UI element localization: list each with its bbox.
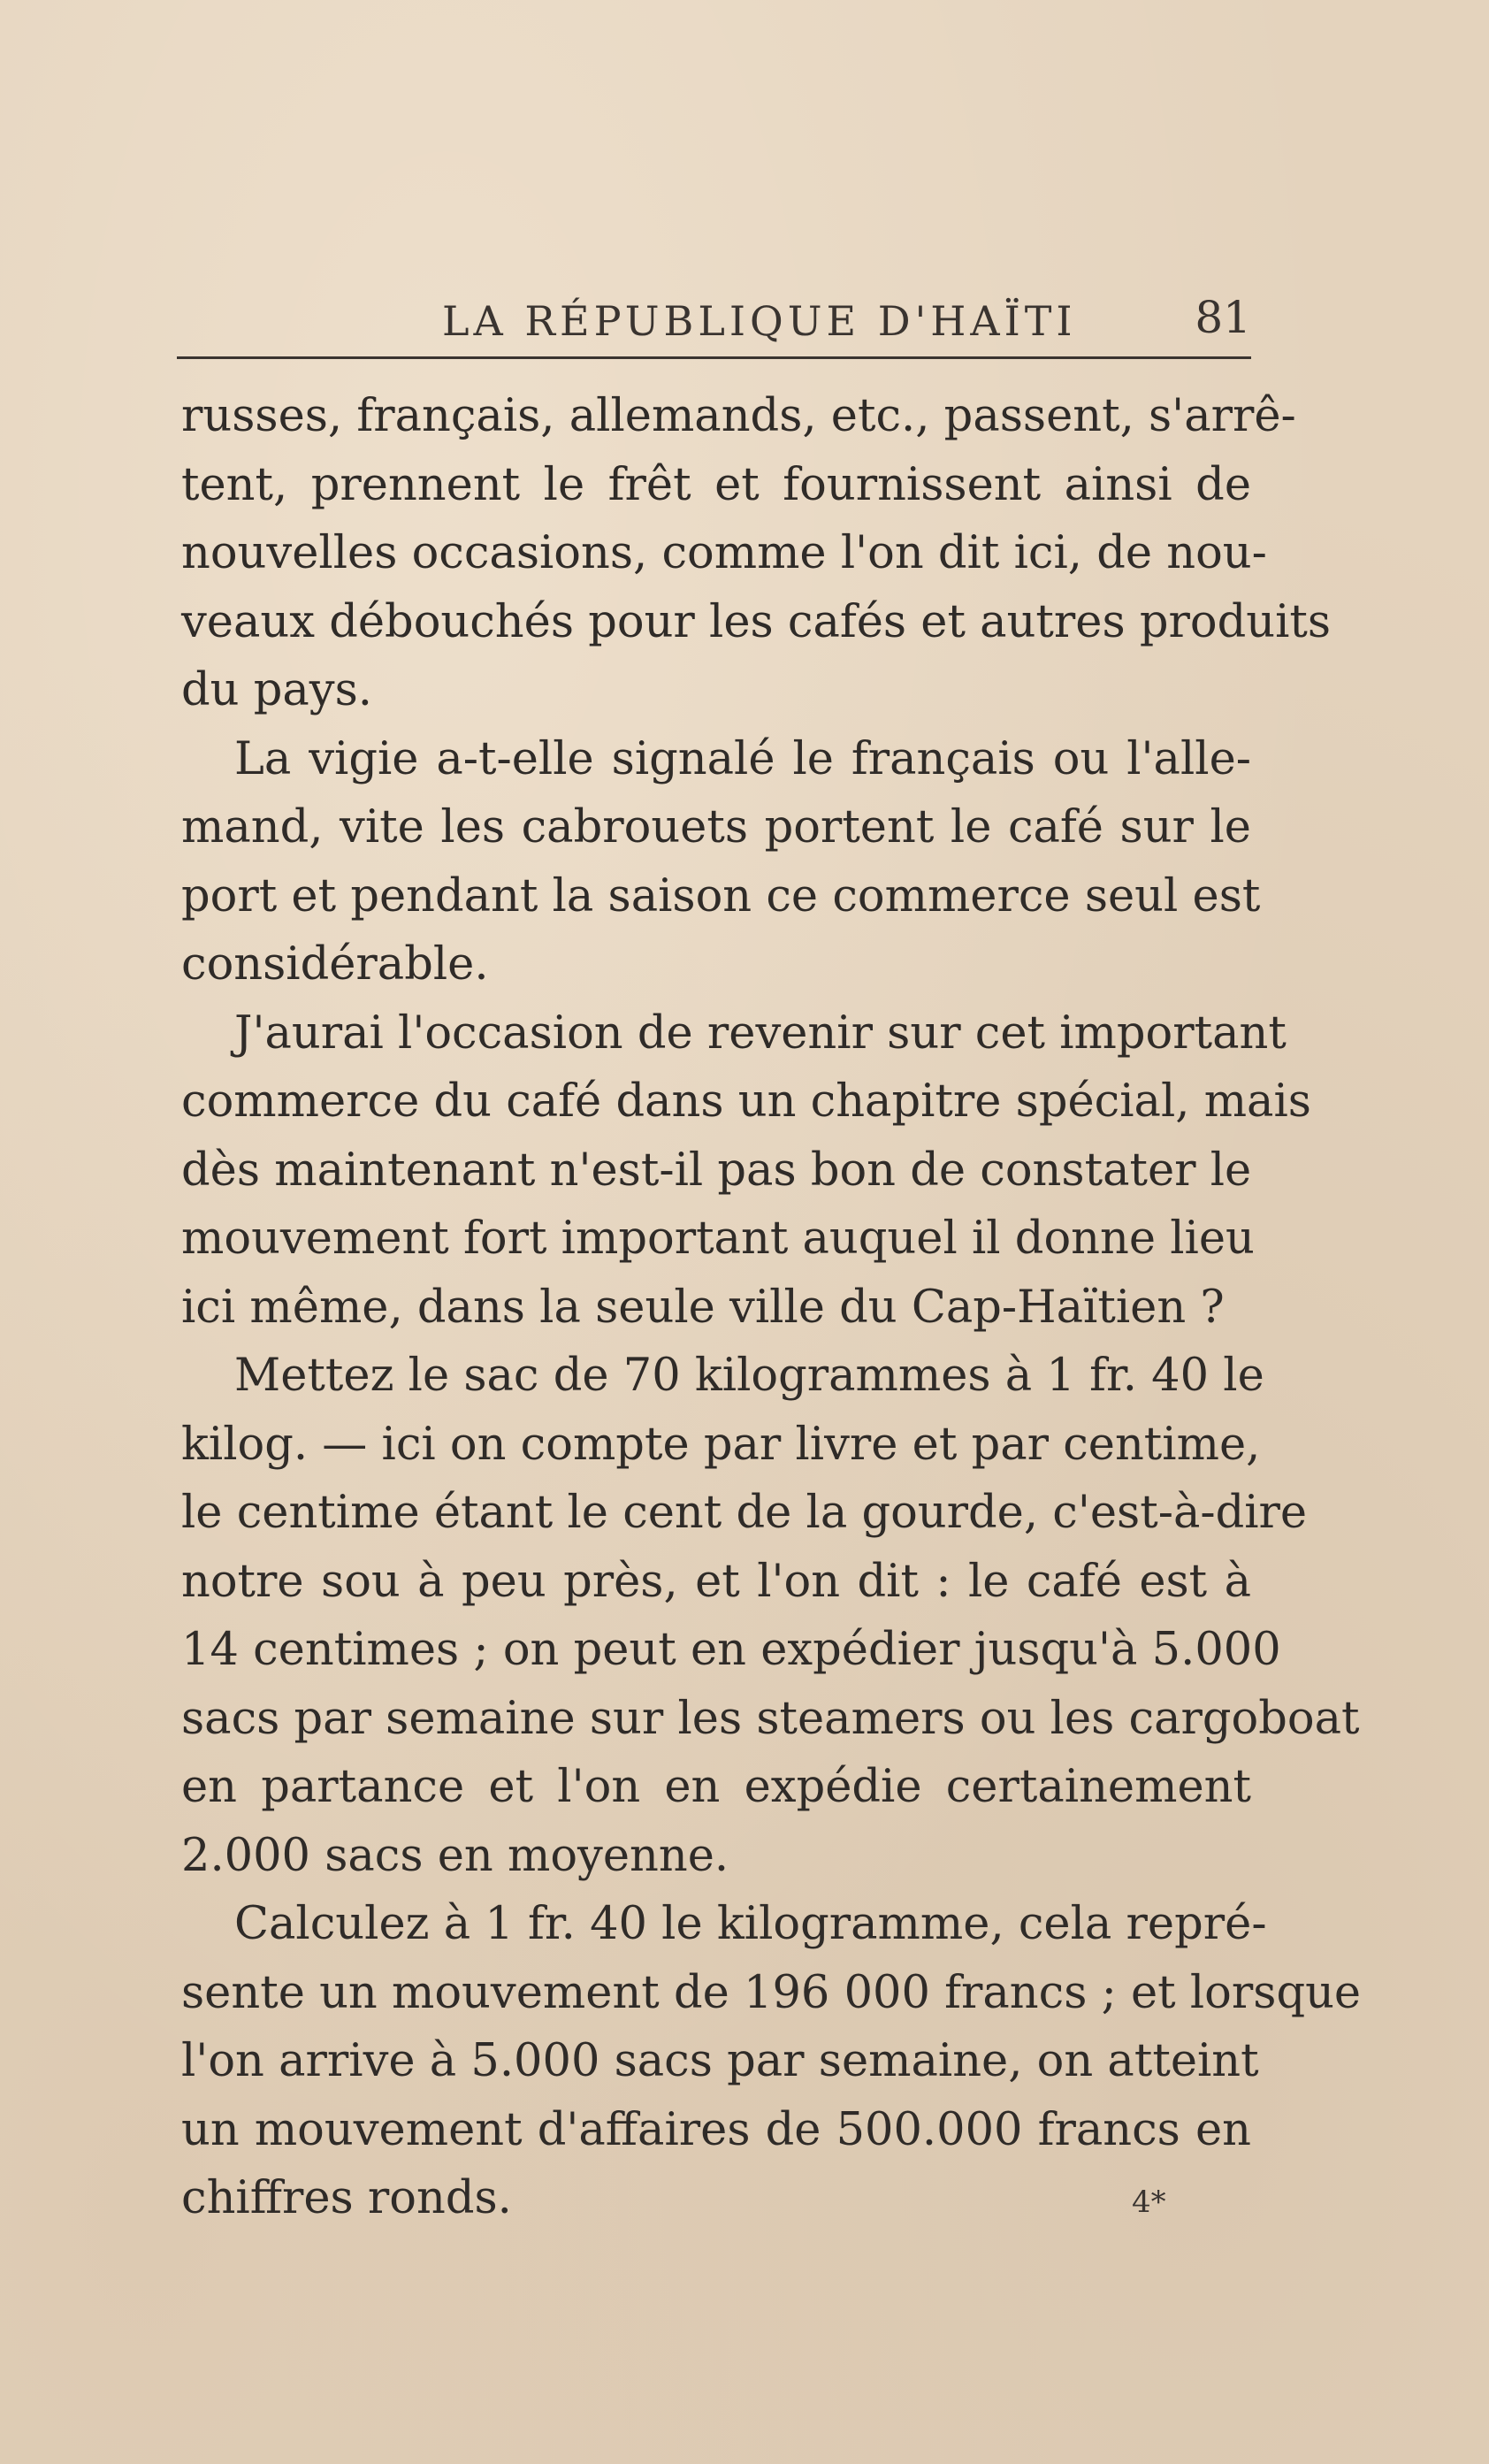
text-line: kilog. — ici on compte par livre et par centime,: [181, 1418, 1261, 1471]
text-line: mand, vite les cabrouets portent le café sur le: [181, 801, 1251, 853]
running-title: LA RÉPUBLIQUE D'HAÏTI: [442, 297, 1077, 345]
signature-mark: 4*: [1132, 2185, 1166, 2220]
text-line: sente un mouvement de 196 000 francs ; et lorsque: [181, 1966, 1362, 2019]
text-line: un mouvement d'affaires de 500.000 francs en: [181, 2103, 1251, 2156]
text-line: Mettez le sac de 70 kilogrammes à 1 fr. 40 le: [234, 1350, 1264, 1402]
text-line: ici même, dans la seule ville du Cap-Haïtien ?: [181, 1281, 1225, 1334]
text-line: commerce du café dans un chapitre spécial, mais: [181, 1075, 1311, 1128]
text-line: le centime étant le cent de la gourde, c'est-à-dire: [181, 1487, 1308, 1539]
text-line: du pays.: [181, 664, 372, 716]
paragraph: [181, 999, 1311, 1343]
paragraph: [181, 1342, 1360, 1890]
text-line: J'aurai l'occasion de revenir sur cet important: [234, 1006, 1287, 1060]
running-head: [177, 292, 1251, 354]
text-line: chiffres ronds.: [181, 2172, 512, 2224]
text-line: 14 centimes ; on peut en expédier jusqu'à 5.000: [181, 1624, 1281, 1676]
text-line: sacs par semaine sur les steamers ou les cargoboat: [181, 1692, 1360, 1745]
text-line: port et pendant la saison ce commerce seul est: [181, 869, 1261, 922]
text-line: dès maintenant n'est-il pas bon de constater le: [181, 1144, 1252, 1197]
paragraph: [181, 725, 1261, 999]
header-rule: [177, 356, 1251, 359]
text-line: 2.000 sacs en moyenne.: [181, 1829, 729, 1882]
text-line: nouvelles occasions, comme l'on dit ici, de nou-: [181, 527, 1267, 579]
text-line: russes, français, allemands, etc., passent, s'arrê-: [181, 390, 1296, 442]
text-line: l'on arrive à 5.000 sacs par semaine, on atteint: [181, 2035, 1259, 2087]
text-line: en partance et l'on en expédie certainement: [181, 1761, 1251, 1813]
text-line: veaux débouchés pour les cafés et autres produits: [181, 595, 1332, 648]
page-number: 81: [1195, 292, 1251, 343]
paragraph: [181, 382, 1332, 725]
text-line: notre sou à peu près, et l'on dit : le café est à: [181, 1555, 1251, 1608]
body-text: [181, 382, 1362, 2233]
text-line: mouvement fort important auquel il donne lieu: [181, 1213, 1255, 1265]
text-line: Calculez à 1 fr. 40 le kilogramme, cela repré-: [234, 1898, 1267, 1950]
text-line: tent, prennent le frêt et fournissent ainsi de: [181, 458, 1251, 511]
text-line: La vigie a-t-elle signalé le français ou l'alle-: [234, 732, 1251, 785]
paragraph: [181, 1890, 1362, 2233]
text-line: considérable.: [181, 938, 489, 991]
